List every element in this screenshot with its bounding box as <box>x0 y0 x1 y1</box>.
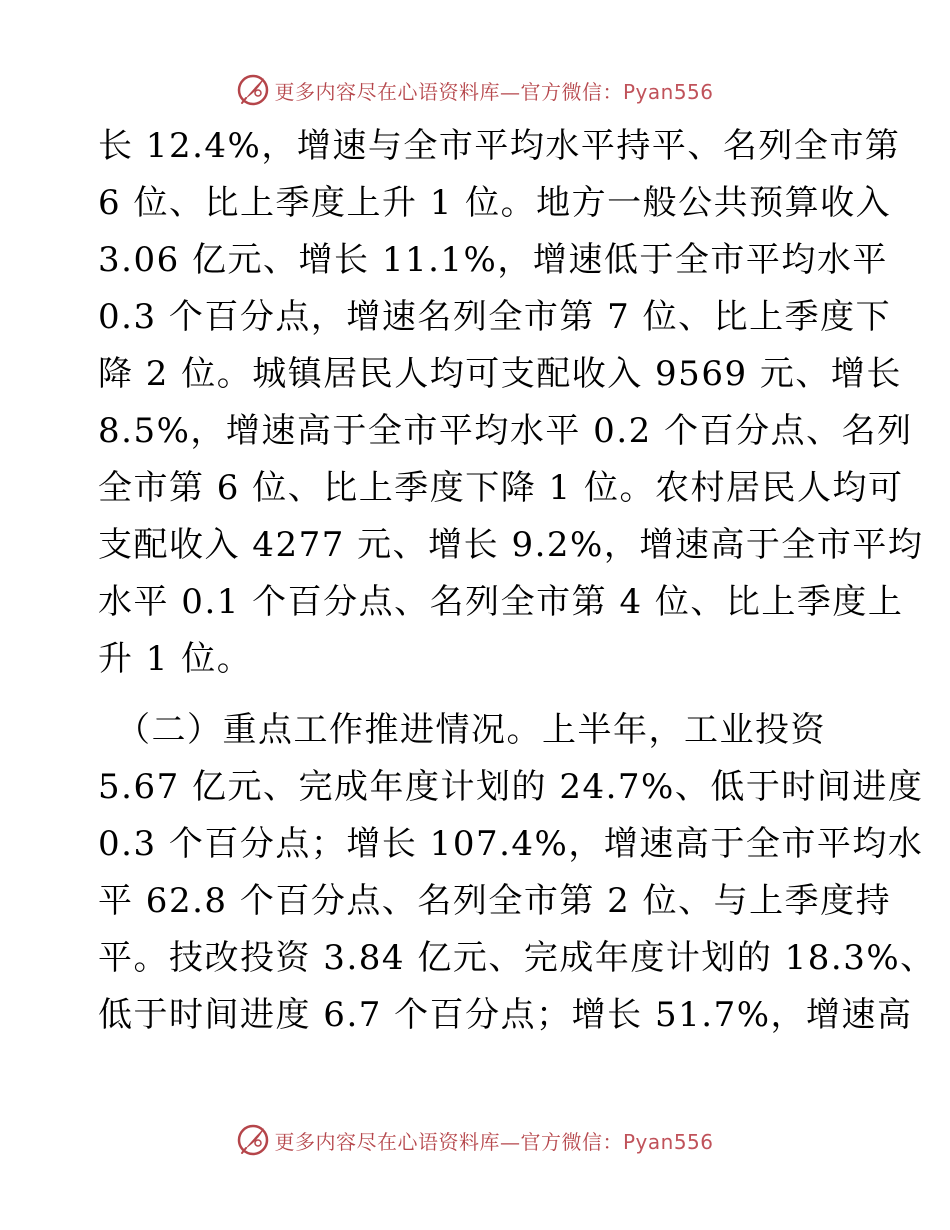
text-line: 低于时间进度 6.7 个百分点；增长 51.7%，增速高 <box>98 995 913 1035</box>
text-line: 6 位、比上季度上升 1 位。地方一般公共预算收入 <box>98 183 892 223</box>
footer-watermark <box>0 1120 950 1160</box>
quill-pen-logo-icon <box>236 73 270 107</box>
text-line: 全市第 6 位、比上季度下降 1 位。农村居民人均可 <box>98 468 904 508</box>
watermark-text: 更多内容尽在心语资料库—官方微信：Pyan556 <box>274 1129 714 1154</box>
text-line: 水平 0.1 个百分点、名列全市第 4 位、比上季度上 <box>98 582 904 622</box>
header-watermark <box>0 70 950 110</box>
text-line: 降 2 位。城镇居民人均可支配收入 9569 元、增长 <box>98 354 902 394</box>
watermark-text: 更多内容尽在心语资料库—官方微信：Pyan556 <box>274 79 714 104</box>
text-line: 平。技改投资 3.84 亿元、完成年度计划的 18.3%、 <box>98 938 936 978</box>
text-line: 8.5%，增速高于全市平均水平 0.2 个百分点、名列 <box>98 411 913 451</box>
section-heading-line: （二）重点工作推进情况。上半年，工业投资 <box>116 710 826 750</box>
text-line: 0.3 个百分点；增长 107.4%，增速高于全市平均水 <box>98 824 924 864</box>
text-line: 长 12.4%，增速与全市平均水平持平、名列全市第 <box>98 126 901 166</box>
text-line: 3.06 亿元、增长 11.1%，增速低于全市平均水平 <box>98 240 888 280</box>
document-body <box>98 118 936 1044</box>
text-line: 升 1 位。 <box>98 639 253 679</box>
text-line: 5.67 亿元、完成年度计划的 24.7%、低于时间进度 <box>98 767 924 807</box>
text-line: 0.3 个百分点，增速名列全市第 7 位、比上季度下 <box>98 297 892 337</box>
paragraph-key-work-progress <box>98 702 936 1044</box>
text-line: 支配收入 4277 元、增长 9.2%，增速高于全市平均 <box>98 525 924 565</box>
paragraph-spacer <box>98 688 858 702</box>
paragraph-economic-indicators <box>98 118 924 688</box>
quill-pen-logo-icon <box>236 1123 270 1157</box>
text-line: 平 62.8 个百分点、名列全市第 2 位、与上季度持 <box>98 881 892 921</box>
